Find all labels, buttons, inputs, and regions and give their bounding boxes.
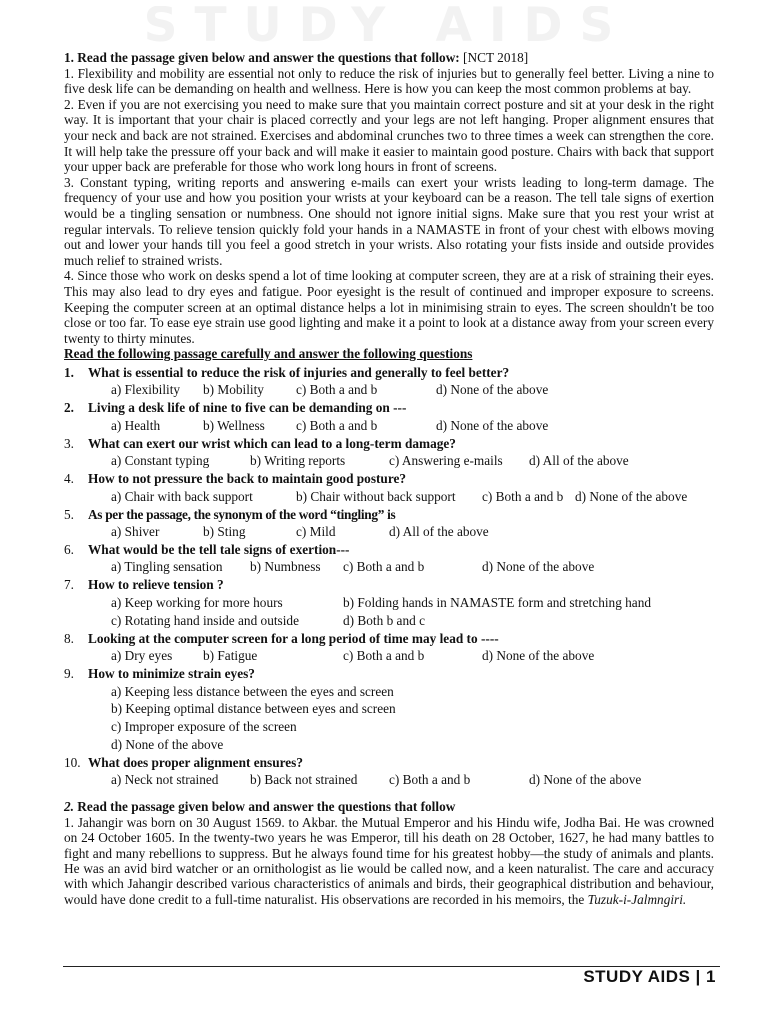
option-b: b) Folding hands in NAMASTE form and stretching hand <box>343 594 652 610</box>
option-a: a) Shiver <box>111 523 160 539</box>
question-list <box>64 364 714 789</box>
option-column <box>111 683 714 754</box>
option-row <box>111 647 714 665</box>
option-row <box>111 381 714 399</box>
option-c: c) Answering e-mails <box>389 453 503 469</box>
question-text: What does proper alignment ensures? <box>88 754 303 770</box>
question-6 <box>64 541 714 576</box>
question-9 <box>64 665 714 754</box>
question-number: 6. <box>64 541 74 557</box>
option-c: c) Both a and b <box>296 417 378 433</box>
option-d: d) None of the above <box>482 559 595 575</box>
option-a: a) Health <box>111 417 161 433</box>
option-row <box>111 594 714 612</box>
option-d: d) All of the above <box>389 523 489 539</box>
option-a: a) Keep working for more hours <box>111 594 283 610</box>
question-number: 8. <box>64 630 74 646</box>
book-title: Tuzuk-i-Jalmngiri. <box>587 891 687 907</box>
question-number: 5. <box>64 506 74 522</box>
option-b: b) Mobility <box>203 382 264 398</box>
section2 <box>64 799 714 907</box>
section1-heading-source: [NCT 2018] <box>459 50 529 65</box>
question-text: As per the passage, the synonym of the word “tingling” is <box>88 506 396 522</box>
question-8 <box>64 630 714 665</box>
question-number: 1. <box>64 364 74 380</box>
question-3 <box>64 435 714 470</box>
option-b: b) Keeping optimal distance between eyes and screen <box>111 701 396 717</box>
passage-paragraph-3: 3. Constant typing, writing reports and answering e-mails can exert your wrists leading to long-term damage. The frequency of your use and how you position your wrists at your keyboard can be a reason. The tell tale signs of exertion would be a tingling sensation or numbness. One should not ignore initial signs. Make sure that you rest your wrist at regular intervals. To relieve tension quickly fold your hands in a NAMASTE in front of your chest with elbows moving out and lower your hands till you feel a good stretch in your wrists. Also rotating your fists inside and outside provides much relief to strained wrists. <box>64 174 714 268</box>
option-d: d) None of the above <box>575 488 688 504</box>
option-d: d) None of the above <box>529 772 642 788</box>
option-row <box>111 417 714 435</box>
section2-paragraph <box>64 815 714 907</box>
section2-heading <box>64 799 714 815</box>
section2-heading-text: Read the passage given below and answer the questions that follow <box>73 799 456 815</box>
watermark-title: STUDY AIDS <box>143 6 631 46</box>
option-a: a) Flexibility <box>111 382 181 398</box>
question-text: Looking at the computer screen for a long period of time may lead to ---- <box>88 630 499 646</box>
option-d: d) None of the above <box>436 417 549 433</box>
question-text: Living a desk life of nine to five can be demanding on --- <box>88 400 407 416</box>
option-b: b) Sting <box>203 523 246 539</box>
option-c: c) Both a and b <box>482 488 564 504</box>
question-number: 9. <box>64 666 74 682</box>
section2-paragraph-text: 1. Jahangir was born on 30 August 1569. to Akbar. the Mutual Emperor and his Hindu wife, Jodha Bai. He was crowned on 24 October 1605. In the twenty-two years he was Emperor, till his death on 28 October, 1627, he had many battles to fight and many rebellions to suppress. But he always found time for his greatest hobby—the study of animals and plants. He was an avid bird watcher or an ornithologist as lie would be called now, and a keen naturalist. The care and accuracy with which Jahangir described various characteristics of animals and birds, their geographical distribution and behaviour, would have done credit to a full-time naturalist. His observations are recorded in his memoirs, the <box>64 814 714 907</box>
option-a: a) Chair with back support <box>111 488 253 504</box>
passage-paragraph-2: 2. Even if you are not exercising you need to make sure that you maintain correct posture and sit at your desk in the right way. It is important that your chair is placed correctly and your legs are not left hanging. Proper alignment ensures that your neck and back are not strained. Exercises and abdominal crunches two to three times a week can strengthen the core. It will help take the pressure off your back and will make it easier to maintain good posture. Chairs with back that support your upper back are preferable for those who work long hours in front of screens. <box>64 96 714 175</box>
option-b: b) Chair without back support <box>296 488 456 504</box>
passage-paragraph-1: 1. Flexibility and mobility are essential not only to reduce the risk of injuries but to generally feel better. Living a nine to five desk life can be demanding on health and wellness. Here is how you can keep the most common problems at bay. <box>64 65 714 97</box>
option-a: a) Dry eyes <box>111 648 173 664</box>
option-d: d) All of the above <box>529 453 629 469</box>
page-content <box>64 50 714 907</box>
option-d: d) None of the above <box>436 382 549 398</box>
option-c: c) Both a and b <box>389 772 471 788</box>
option-b: b) Numbness <box>250 559 321 575</box>
option-c: c) Improper exposure of the screen <box>111 719 297 735</box>
option-row <box>111 452 714 470</box>
option-b: b) Wellness <box>203 417 265 433</box>
option-a: a) Keeping less distance between the eyes and screen <box>111 683 394 699</box>
question-number: 3. <box>64 435 74 451</box>
option-a: a) Tingling sensation <box>111 559 223 575</box>
section1-heading <box>64 50 714 66</box>
question-number: 10. <box>64 754 81 770</box>
question-text: How to relieve tension ? <box>88 577 224 593</box>
question-number: 2. <box>64 400 74 416</box>
option-b: b) Fatigue <box>203 648 258 664</box>
option-c: c) Both a and b <box>343 648 425 664</box>
option-d: d) None of the above <box>111 736 224 752</box>
question-5 <box>64 506 714 541</box>
option-row <box>111 612 714 630</box>
option-c: c) Both a and b <box>296 382 378 398</box>
passage-paragraph-4: 4. Since those who work on desks spend a lot of time looking at computer screen, they are at a risk of straining their eyes. This may also lead to dry eyes and fatigue. Poor eyesight is the result of continued and improper exposure to screens. Keeping the computer screen at an optimal distance helps a lot in minimising strain to eyes. The screen shouldn't be too close or too far. To ease eye strain use good lighting and make it a point to look at a distance away from your screen every twenty to thirty minutes. <box>64 268 714 346</box>
question-text: How to not pressure the back to maintain good posture? <box>88 471 407 487</box>
question-7 <box>64 576 714 629</box>
question-4 <box>64 470 714 505</box>
option-c: c) Mild <box>296 523 336 539</box>
option-c: c) Both a and b <box>343 559 425 575</box>
option-a: a) Constant typing <box>111 453 210 469</box>
option-row <box>111 558 714 576</box>
question-text: What would be the tell tale signs of exertion--- <box>88 541 350 557</box>
question-1 <box>64 364 714 399</box>
option-d: d) Both b and c <box>343 612 425 628</box>
questions-instruction: Read the following passage carefully and answer the following questions <box>64 346 473 362</box>
option-c: c) Rotating hand inside and outside <box>111 612 299 628</box>
question-number: 4. <box>64 471 74 487</box>
question-text: How to minimize strain eyes? <box>88 666 255 682</box>
question-text: What is essential to reduce the risk of injuries and generally to feel better? <box>88 364 510 380</box>
option-row <box>111 523 714 541</box>
question-text: What can exert our wrist which can lead to a long-term damage? <box>88 435 456 451</box>
option-d: d) None of the above <box>482 648 595 664</box>
question-2 <box>64 399 714 434</box>
option-b: b) Writing reports <box>250 453 346 469</box>
section1-heading-text: 1. Read the passage given below and answer the questions that follow: <box>64 50 460 65</box>
question-10 <box>64 754 714 789</box>
option-b: b) Back not strained <box>250 772 358 788</box>
footer-page-label: STUDY AIDS | 1 <box>583 967 716 986</box>
option-row <box>111 771 714 789</box>
option-row <box>111 488 714 506</box>
question-number: 7. <box>64 577 74 593</box>
option-a: a) Neck not strained <box>111 772 219 788</box>
section2-heading-number: 2. <box>64 799 74 815</box>
